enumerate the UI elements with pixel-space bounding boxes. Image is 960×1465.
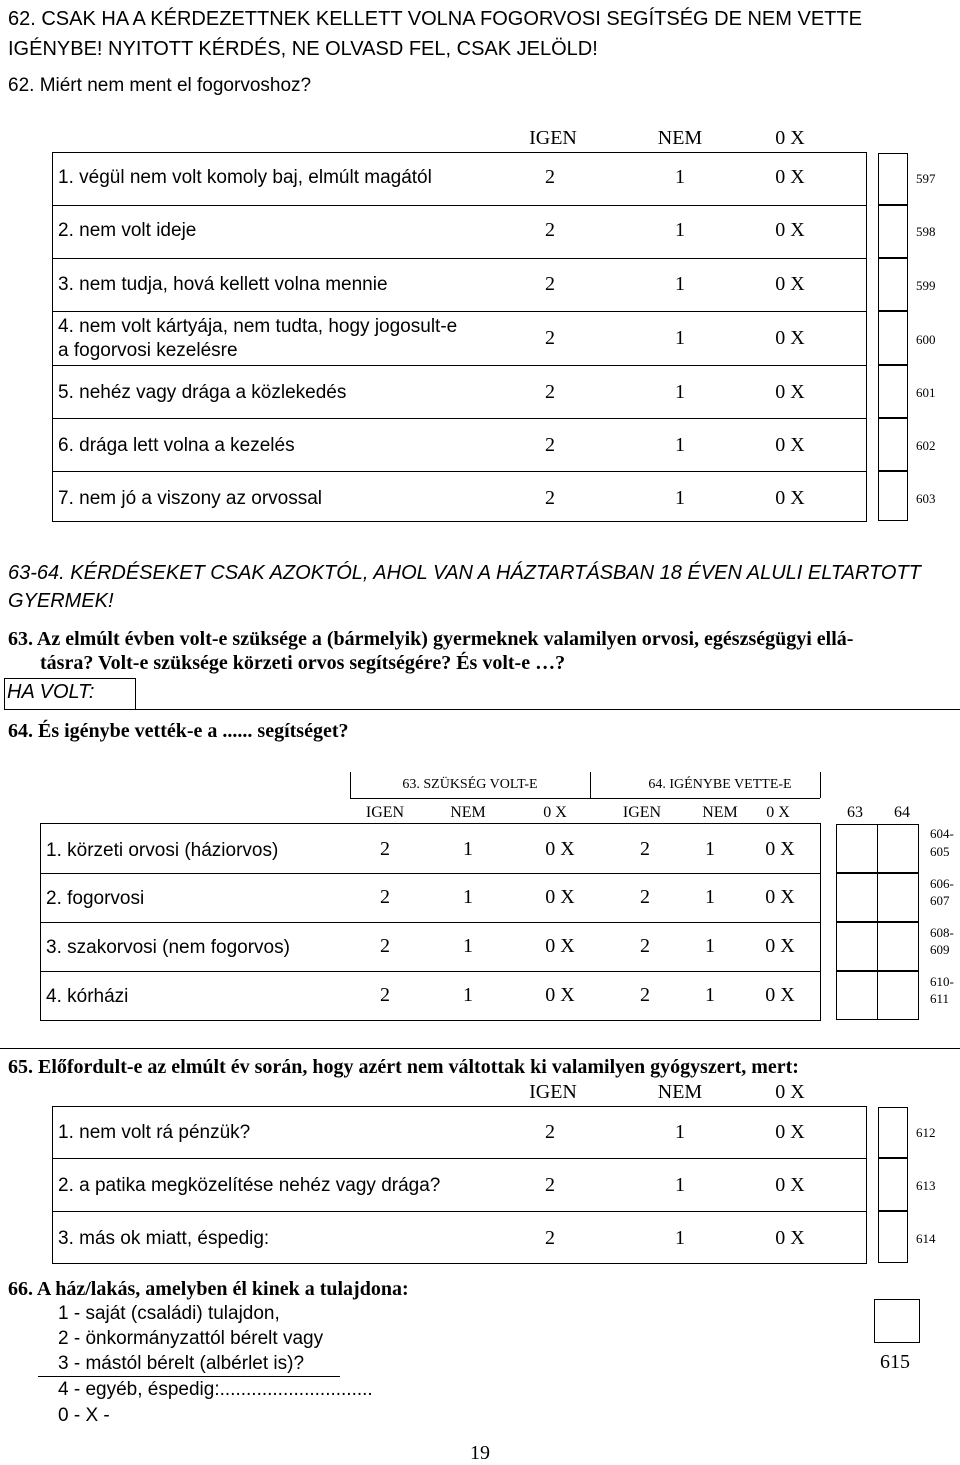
- row-label: 1. nem volt rá pénzük?: [58, 1122, 251, 1143]
- code-box[interactable]: [878, 1158, 908, 1211]
- code-label: 615: [880, 1351, 910, 1373]
- q66-option[interactable]: 3 - mástól bérelt (albérlet is)?: [58, 1353, 305, 1374]
- answer-63-0x[interactable]: 0 X: [545, 838, 575, 860]
- code-box-64[interactable]: [877, 873, 919, 922]
- row-label: 2. fogorvosi: [46, 888, 145, 909]
- answer-63-nem[interactable]: 1: [463, 838, 473, 860]
- question-62-title: 62. Miért nem ment el fogorvoshoz?: [8, 75, 312, 96]
- code-label: 601: [916, 385, 936, 400]
- answer-64-igen[interactable]: 2: [640, 886, 650, 908]
- section-6364-instruction-2: GYERMEK!: [8, 590, 114, 612]
- answer-64-igen[interactable]: 2: [640, 935, 650, 957]
- q65-title: 65. Előfordult-e az elmúlt év során, hogy azért nem váltottak ki valamilyen gyógyszert, mert:: [8, 1056, 799, 1078]
- header-igen: IGEN: [529, 127, 577, 149]
- q66-option[interactable]: 2 - önkormányzattól bérelt vagy: [58, 1328, 324, 1349]
- code-box[interactable]: [878, 258, 908, 311]
- answer-igen[interactable]: 2: [545, 273, 555, 295]
- sub-header-nem: NEM: [702, 804, 738, 821]
- code-label: 614: [916, 1231, 936, 1246]
- code-box[interactable]: [878, 1211, 908, 1263]
- answer-63-0x[interactable]: 0 X: [545, 886, 575, 908]
- answer-0x[interactable]: 0 X: [775, 219, 805, 241]
- code-label: 597: [916, 171, 936, 186]
- answer-64-nem[interactable]: 1: [705, 838, 715, 860]
- answer-64-nem[interactable]: 1: [705, 886, 715, 908]
- answer-64-0x[interactable]: 0 X: [765, 838, 795, 860]
- answer-igen[interactable]: 2: [545, 1174, 555, 1196]
- answer-igen[interactable]: 2: [545, 434, 555, 456]
- code-label: 598: [916, 224, 936, 239]
- answer-63-nem[interactable]: 1: [463, 935, 473, 957]
- code-label: 600: [916, 332, 936, 347]
- row-label: 6. drága lett volna a kezelés: [58, 435, 295, 456]
- row-label: 2. a patika megközelítése nehéz vagy drága?: [58, 1175, 441, 1196]
- answer-63-igen[interactable]: 2: [380, 886, 390, 908]
- code-box-63[interactable]: [836, 922, 878, 971]
- sub-header-igen: IGEN: [622, 804, 662, 821]
- code-box[interactable]: [878, 205, 908, 258]
- page-number: 19: [470, 1442, 490, 1464]
- code-label: 603: [916, 491, 936, 506]
- q63-text-2: tásra? Volt-e szüksége körzeti orvos segítségére? És volt-e …?: [40, 652, 566, 674]
- code-label: 599: [916, 278, 936, 293]
- answer-nem[interactable]: 1: [675, 273, 685, 295]
- answer-0x[interactable]: 0 X: [775, 166, 805, 188]
- row-label: 7. nem jó a viszony az orvossal: [58, 488, 323, 509]
- row-label: 4. nem volt kártyája, nem tudta, hogy jogosult-e: [58, 316, 458, 337]
- header-0x: 0 X: [775, 1081, 805, 1103]
- header-nem: NEM: [657, 1081, 703, 1103]
- code-box[interactable]: [874, 1299, 920, 1343]
- code-label: 610-: [930, 974, 954, 989]
- answer-0x[interactable]: 0 X: [775, 1121, 805, 1143]
- sub-header-63: 63: [847, 804, 863, 821]
- row-label: 3. szakorvosi (nem fogorvos): [46, 937, 290, 958]
- code-box[interactable]: [878, 418, 908, 471]
- q64-text: 64. És igénybe vették-e a ...... segítséget?: [8, 720, 349, 742]
- row-label: 5. nehéz vagy drága a közlekedés: [58, 382, 347, 403]
- q66-title: 66. A ház/lakás, amelyben él kinek a tulajdona:: [8, 1278, 409, 1300]
- sub-header-0x: 0 X: [766, 804, 790, 821]
- answer-nem[interactable]: 1: [675, 219, 685, 241]
- row-label: 4. kórházi: [46, 986, 129, 1007]
- answer-0x[interactable]: 0 X: [775, 434, 805, 456]
- q66-option[interactable]: 0 - X -: [58, 1405, 110, 1426]
- answer-igen[interactable]: 2: [545, 381, 555, 403]
- answer-nem[interactable]: 1: [675, 1227, 685, 1249]
- code-box[interactable]: [878, 471, 908, 521]
- answer-igen[interactable]: 2: [545, 166, 555, 188]
- answer-igen[interactable]: 2: [545, 487, 555, 509]
- code-label: 609: [930, 942, 950, 957]
- code-label: 608-: [930, 925, 954, 940]
- answer-64-0x[interactable]: 0 X: [765, 984, 795, 1006]
- answer-0x[interactable]: 0 X: [775, 1227, 805, 1249]
- answer-63-igen[interactable]: 2: [380, 935, 390, 957]
- code-box-63[interactable]: [836, 873, 878, 922]
- row-label: 2. nem volt ideje: [58, 220, 197, 241]
- row-label: 3. más ok miatt, éspedig:: [58, 1228, 270, 1249]
- answer-0x[interactable]: 0 X: [775, 381, 805, 403]
- answer-63-nem[interactable]: 1: [463, 984, 473, 1006]
- answer-64-igen[interactable]: 2: [640, 984, 650, 1006]
- answer-63-0x[interactable]: 0 X: [545, 984, 575, 1006]
- answer-igen[interactable]: 2: [545, 1227, 555, 1249]
- ha-volt-label: HA VOLT:: [4, 678, 136, 710]
- code-box[interactable]: [878, 365, 908, 418]
- row-label-continued: a fogorvosi kezelésre: [58, 340, 238, 361]
- answer-nem[interactable]: 1: [675, 1121, 685, 1143]
- code-box-64[interactable]: [877, 922, 919, 971]
- code-box-64[interactable]: [877, 824, 919, 873]
- code-box[interactable]: [878, 311, 908, 365]
- answer-63-0x[interactable]: 0 X: [545, 935, 575, 957]
- q63-text-1: 63. Az elmúlt évben volt-e szüksége a (bármelyik) gyermeknek valamilyen orvosi, egészségügyi ellá-: [8, 628, 854, 650]
- answer-63-igen[interactable]: 2: [380, 838, 390, 860]
- code-label: 605: [930, 844, 950, 859]
- answer-igen[interactable]: 2: [545, 219, 555, 241]
- code-label: 602: [916, 438, 936, 453]
- instruction-line-1: 62. CSAK HA A KÉRDEZETTNEK KELLETT VOLNA FOGORVOSI SEGÍTSÉG DE NEM VETTE: [8, 8, 862, 30]
- answer-0x[interactable]: 0 X: [775, 273, 805, 295]
- answer-nem[interactable]: 1: [675, 1174, 685, 1196]
- answer-nem[interactable]: 1: [675, 487, 685, 509]
- code-label: 607: [930, 893, 950, 908]
- code-label: 604-: [930, 826, 954, 841]
- group-63-header: 63. SZÜKSÉG VOLT-E: [402, 777, 538, 792]
- row-label: 1. körzeti orvosi (háziorvos): [46, 840, 279, 861]
- section-6364-instruction-1: 63-64. KÉRDÉSEKET CSAK AZOKTÓL, AHOL VAN A HÁZTARTÁSBAN 18 ÉVEN ALULI ELTARTOTT: [8, 562, 921, 584]
- answer-64-nem[interactable]: 1: [705, 984, 715, 1006]
- answer-igen[interactable]: 2: [545, 1121, 555, 1143]
- q66-option[interactable]: 1 - saját (családi) tulajdon,: [58, 1303, 280, 1324]
- code-box-63[interactable]: [836, 971, 878, 1020]
- answer-64-0x[interactable]: 0 X: [765, 886, 795, 908]
- code-label: 613: [916, 1178, 936, 1193]
- answer-0x[interactable]: 0 X: [775, 1174, 805, 1196]
- answer-0x[interactable]: 0 X: [775, 327, 805, 349]
- row-label: 1. végül nem volt komoly baj, elmúlt magától: [58, 167, 432, 188]
- answer-nem[interactable]: 1: [675, 166, 685, 188]
- answer-64-igen[interactable]: 2: [640, 838, 650, 860]
- code-label: 611: [930, 991, 950, 1006]
- sub-header-0x: 0 X: [543, 804, 567, 821]
- answer-63-igen[interactable]: 2: [380, 984, 390, 1006]
- code-label: 606-: [930, 876, 954, 891]
- header-nem: NEM: [657, 127, 703, 149]
- sub-header-64: 64: [894, 804, 910, 821]
- sub-header-nem: NEM: [450, 804, 486, 821]
- answer-63-nem[interactable]: 1: [463, 886, 473, 908]
- answer-64-nem[interactable]: 1: [705, 935, 715, 957]
- code-box-64[interactable]: [877, 971, 919, 1020]
- code-label: 612: [916, 1125, 936, 1140]
- code-box[interactable]: [878, 1107, 908, 1158]
- answer-nem[interactable]: 1: [675, 381, 685, 403]
- answer-64-0x[interactable]: 0 X: [765, 935, 795, 957]
- row-label: 3. nem tudja, hová kellett volna mennie: [58, 274, 388, 295]
- instruction-line-2: IGÉNYBE! NYITOTT KÉRDÉS, NE OLVASD FEL, CSAK JELÖLD!: [8, 38, 598, 60]
- header-igen: IGEN: [529, 1081, 577, 1103]
- code-box-63[interactable]: [836, 824, 878, 873]
- code-box[interactable]: [878, 153, 908, 205]
- sub-header-igen: IGEN: [365, 804, 405, 821]
- header-0x: 0 X: [775, 127, 805, 149]
- answer-0x[interactable]: 0 X: [775, 487, 805, 509]
- q66-option[interactable]: 4 - egyéb, éspedig:.............................: [58, 1379, 373, 1400]
- answer-nem[interactable]: 1: [675, 434, 685, 456]
- answer-igen[interactable]: 2: [545, 327, 555, 349]
- answer-nem[interactable]: 1: [675, 327, 685, 349]
- group-64-header: 64. IGÉNYBE VETTE-E: [648, 777, 792, 792]
